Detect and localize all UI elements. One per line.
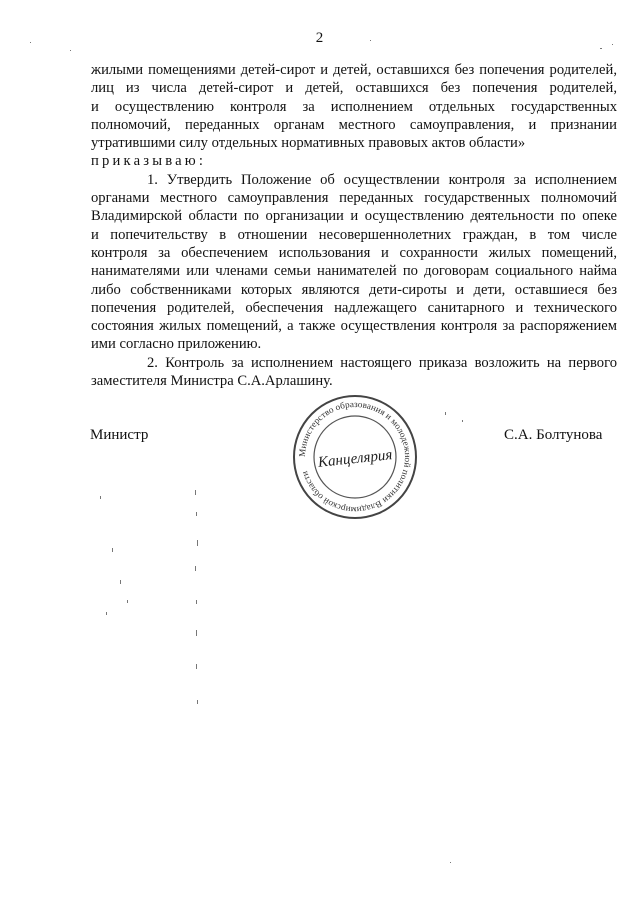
svg-text:Канцелярия: Канцелярия bbox=[317, 447, 394, 471]
item2-line: 2. Контроль за исполнением настоящего приказа возложить на первого bbox=[147, 354, 617, 371]
intro-line: и осуществлению контроля за исполнением отдельных государственных bbox=[91, 98, 617, 115]
item1-line: либо собственниками которых являются дети-сироты и дети, оставшиеся без bbox=[91, 281, 617, 298]
item1-line: ими согласно приложению. bbox=[91, 336, 262, 353]
item1-line: состояния жилых помещений, а также осуществления контроля за распоряжением bbox=[91, 318, 617, 335]
order-body-text bbox=[91, 61, 617, 390]
item1-line: органами местного самоуправления переданных государственных полномочий bbox=[91, 190, 617, 207]
stamp-ring-text: Министерство образования и молодежной политики Владимирской области bbox=[296, 398, 414, 516]
item1-line: контроля за обеспечением использования и сохранности жилых помещений, bbox=[91, 244, 617, 261]
item2-line: заместителя Министра С.А.Арлашину. bbox=[91, 373, 333, 390]
intro-line: лиц из числа детей-сирот и детей, оставшихся без попечения родителей, bbox=[91, 80, 617, 97]
intro-line: жилыми помещениями детей-сирот и детей, оставшихся без попечения родителей, bbox=[91, 62, 617, 78]
office-stamp-icon bbox=[290, 392, 420, 522]
intro-line: полномочий, переданных органам местного самоуправления, и признании bbox=[91, 116, 617, 133]
item1-line: 1. Утвердить Положение об осуществлении контроля за исполнением bbox=[147, 171, 617, 188]
intro-line: утратившими силу отдельных нормативных правовых актов области» bbox=[91, 135, 526, 152]
order-word: приказываю: bbox=[91, 153, 207, 170]
page-number: 2 bbox=[315, 30, 324, 46]
signature-title: Министр bbox=[90, 427, 149, 443]
signature-name: С.А. Болтунова bbox=[504, 427, 603, 443]
item1-line: и попечительству в отношении несовершеннолетних граждан, в том числе bbox=[91, 226, 617, 243]
item1-line: нанимателями или членами семьи нанимателей по договорам социального найма bbox=[91, 263, 617, 280]
item1-line: попечения родителей, обеспечения надлежащего санитарного и технического bbox=[91, 299, 617, 316]
item1-line: Владимирской области по организации и осуществлению деятельности по опеке bbox=[91, 208, 617, 225]
